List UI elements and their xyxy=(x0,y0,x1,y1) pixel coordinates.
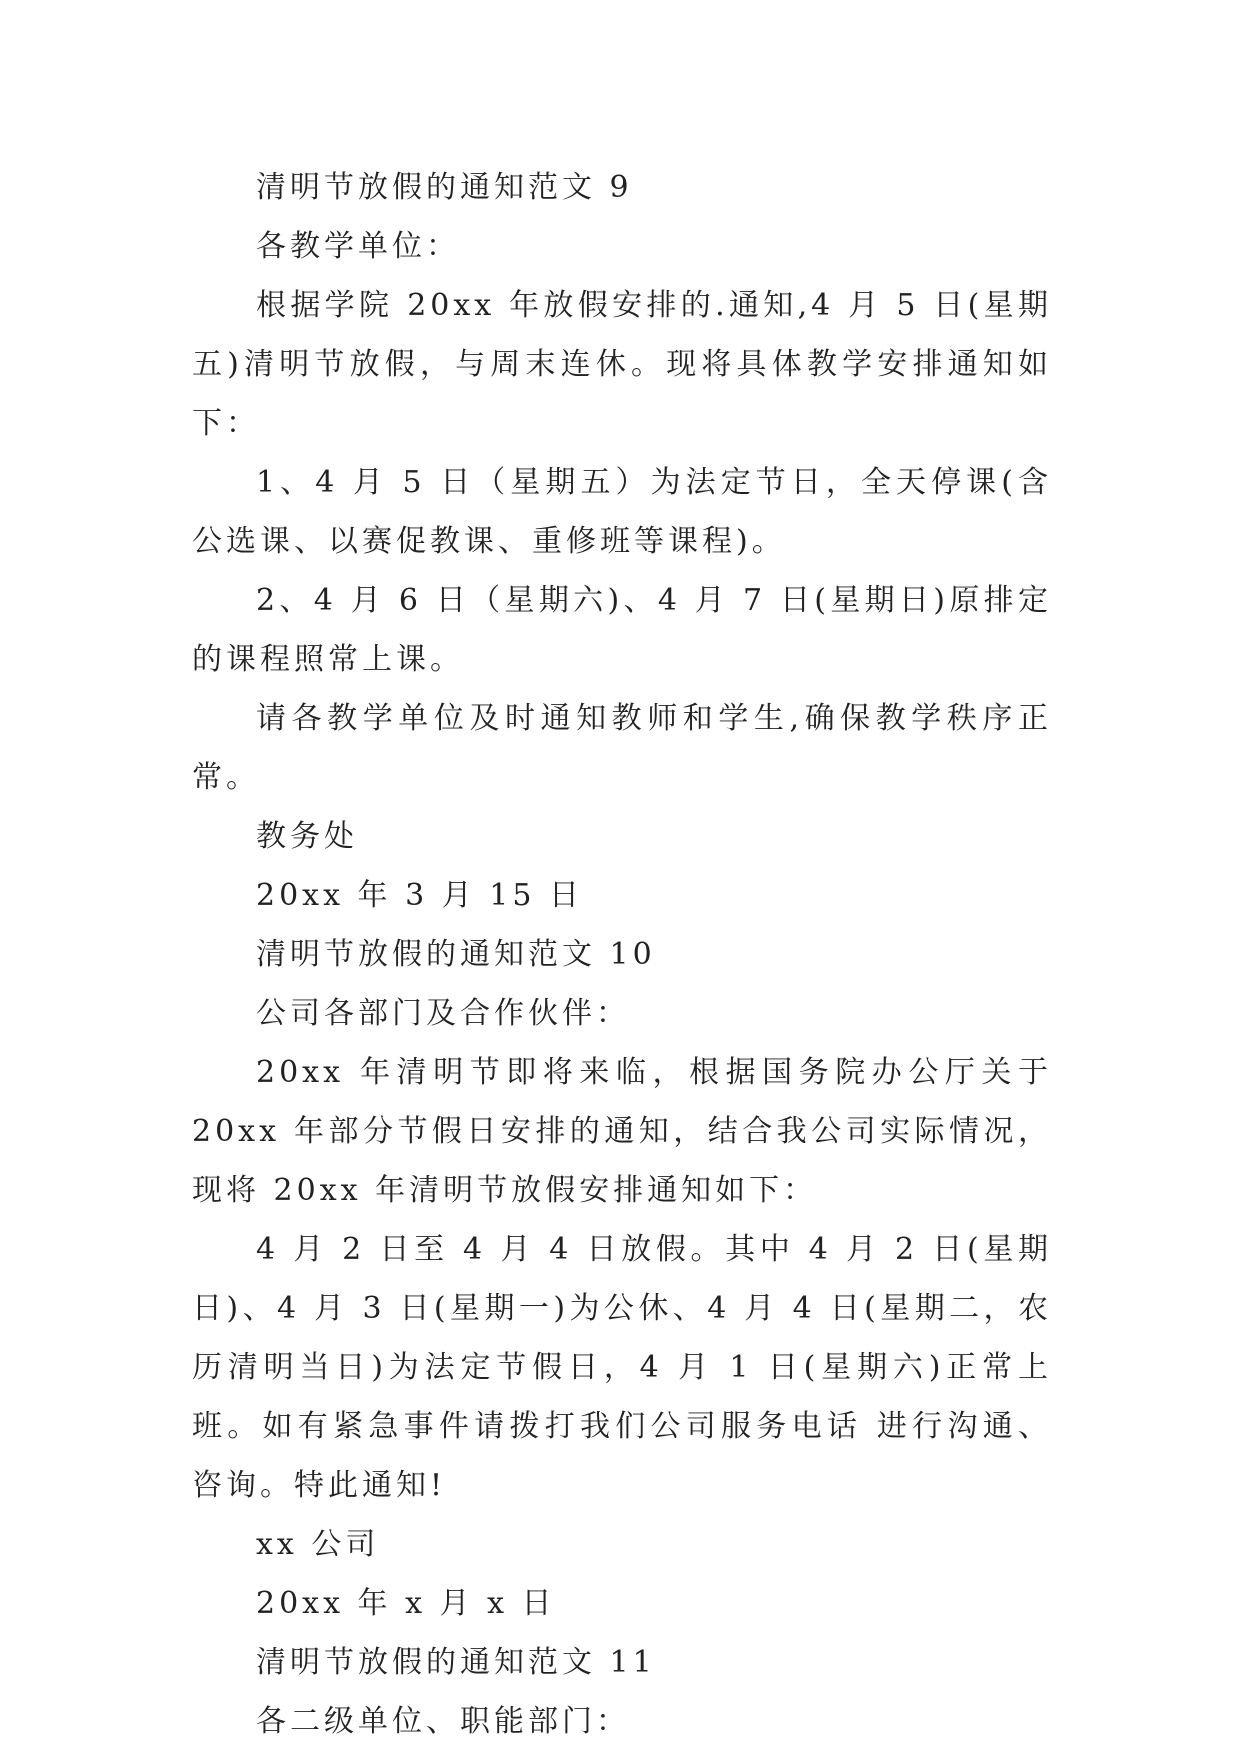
list-item: 2、4 月 6 日（星期六)、4 月 7 日(星期日)原排定的课程照常上课。 xyxy=(192,583,1052,677)
date-line: 20xx 年 x 月 x 日 xyxy=(256,1586,556,1621)
salutation: 各二级单位、职能部门： xyxy=(256,1704,630,1739)
section-title: 清明节放假的通知范文 9 xyxy=(256,170,633,205)
document-body xyxy=(192,158,1052,1751)
signature: xx 公司 xyxy=(256,1527,380,1562)
body-paragraph: 4 月 2 日至 4 月 4 日放假。其中 4 月 2 日(星期日)、4 月 3 日(星期一)为公休、4 月 4 日(星期二，农历清明当日)为法定节假日，4 月 1 日(星期六)正常上班。如有紧急事件请拨打我们公司服务电话 进行沟通、咨询。特此通知! xyxy=(192,1232,1052,1503)
body-paragraph: 请各教学单位及时通知教师和学生,确保教学秩序正常。 xyxy=(192,701,1052,795)
date-line: 20xx 年 3 月 15 日 xyxy=(256,878,583,913)
salutation: 公司各部门及合作伙伴： xyxy=(256,996,630,1031)
section-title: 清明节放假的通知范文 11 xyxy=(256,1645,656,1680)
body-paragraph: 根据学院 20xx 年放假安排的.通知,4 月 5 日(星期五)清明节放假，与周末连休。现将具体教学安排通知如下： xyxy=(192,288,1052,441)
list-item: 1、4 月 5 日（星期五）为法定节日，全天停课(含公选课、以赛促教课、重修班等课程)。 xyxy=(192,465,1052,559)
signature: 教务处 xyxy=(256,819,358,854)
salutation: 各教学单位： xyxy=(256,229,460,264)
section-title: 清明节放假的通知范文 10 xyxy=(256,937,656,972)
body-paragraph: 20xx 年清明节即将来临，根据国务院办公厅关于 20xx 年部分节假日安排的通知，结合我公司实际情况，现将 20xx 年清明节放假安排通知如下： xyxy=(192,1055,1052,1208)
